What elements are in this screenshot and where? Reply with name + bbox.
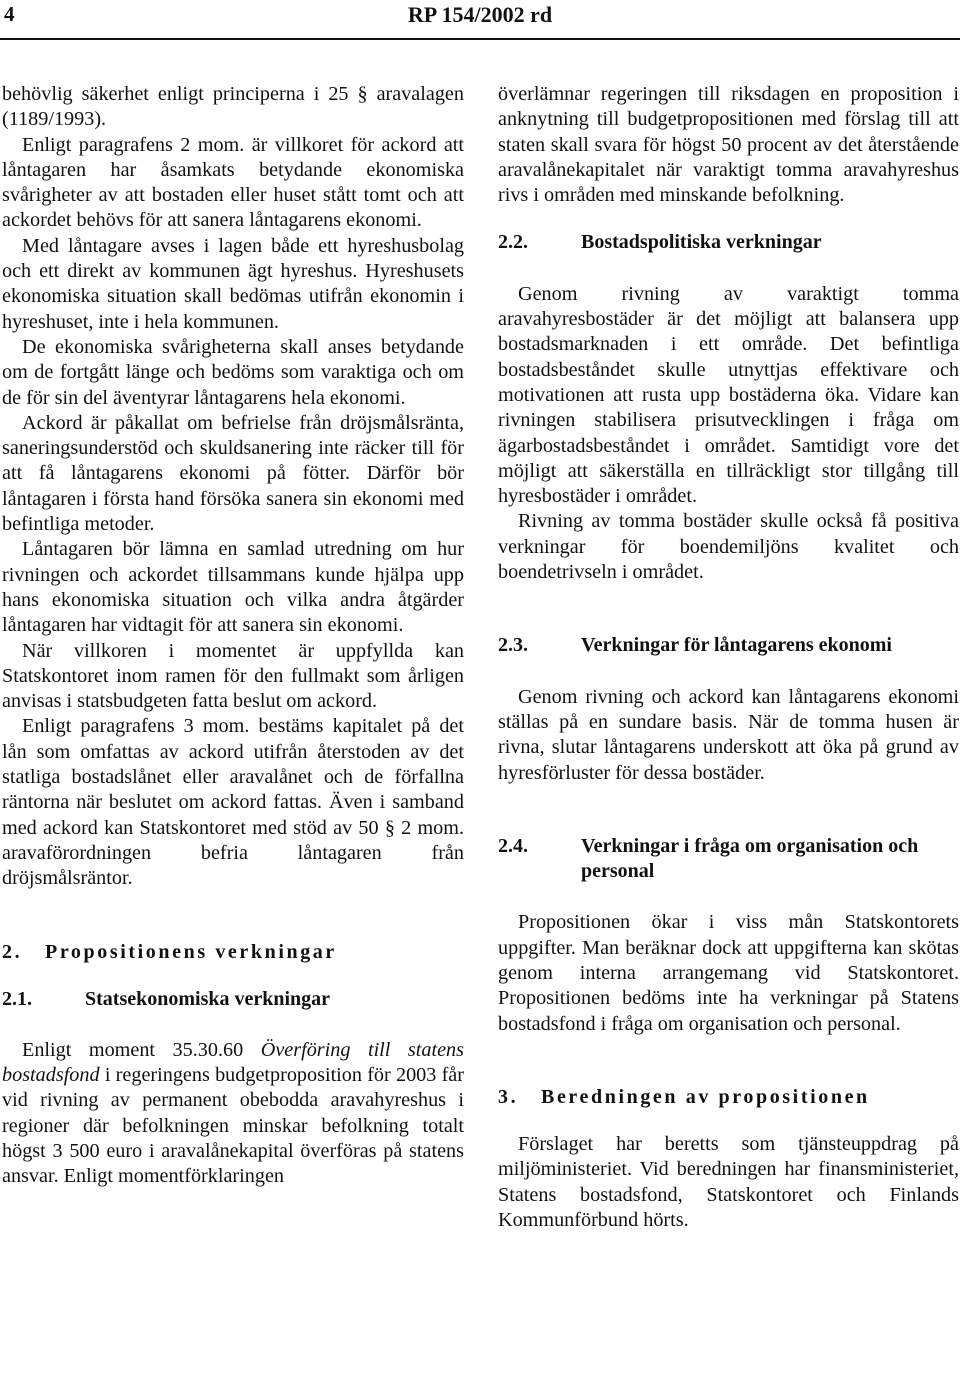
subsection-number: 2.3. bbox=[498, 634, 528, 657]
subsection-number: 2.4. bbox=[498, 834, 528, 857]
subsection-number: 2.2. bbox=[498, 231, 528, 254]
paragraph: De ekonomiska svårigheterna skall anses betydande om de fortgått länge och bedöms som varaktiga och om de för sin del äventyrar låntagarens hela ekonomi. bbox=[2, 335, 464, 409]
right-column bbox=[498, 82, 959, 1233]
subsection-heading bbox=[498, 633, 959, 658]
paragraph bbox=[2, 1038, 464, 1190]
italic-title: Överföring till statens bostadsfond bbox=[2, 1038, 464, 1087]
paragraph: behövlig säkerhet enligt principerna i 25 § aravalagen (1189/1993). bbox=[2, 83, 464, 131]
document-title: RP 154/2002 rd bbox=[407, 2, 553, 27]
subsection-title: Statsekonomiska verkningar bbox=[85, 987, 331, 1010]
subsection-title: Verkningar för låntagarens ekonomi bbox=[581, 634, 892, 657]
paragraph: Förslaget har beretts som tjänsteuppdrag på miljöministeriet. Vid beredningen har finansministeriet, Statens bostadsfond, Statskontoret och Finlands Kommunförbund hörts. bbox=[498, 1132, 959, 1231]
paragraph: Enligt paragrafens 2 mom. är villkoret för ackord att låntagaren har åsamkats betydande ekonomiska svårigheter av att bostaden eller huset stått tomt och att ackordet behövs för att sanera låntagarens ekonomi. bbox=[2, 133, 464, 232]
left-column bbox=[2, 82, 464, 1190]
page-number: 4 bbox=[4, 2, 15, 26]
header-rule bbox=[0, 38, 960, 40]
paragraph: överlämnar regeringen till riksdagen en proposition i anknytning till budgetpropositionen med förslag till att staten skall svara för högst 50 procent av det återstående aravalånekapitalet när varaktigt tomma aravahyreshus rivs i områden med minskande befolkning. bbox=[498, 83, 959, 207]
paragraph: Rivning av tomma bostäder skulle också få positiva verkningar för boendemiljöns kvalitet och boendetrivseln i området. bbox=[498, 510, 959, 584]
paragraph: Genom rivning och ackord kan låntagarens ekonomi ställas på en sundare basis. När de tomma husen är rivna, slutar låntagarens underskott att öka på grund av hyresförluster för dessa bostäder. bbox=[498, 685, 959, 784]
paragraph: Med låntagare avses i lagen både ett hyreshusbolag och ett direkt av kommunen ägt hyreshus. Hyreshusets ekonomiska situation skall bedömas utifrån ekonomin i hyreshuset, inte i hela kommunen. bbox=[2, 234, 464, 333]
subsection-heading bbox=[498, 230, 959, 255]
section-heading: 3. Beredningen av propositionen bbox=[498, 1085, 870, 1108]
paragraph: Låntagaren bör lämna en samlad utredning om hur rivningen och ackordet tillsammans kunde hjälpa upp hans ekonomiska situation och vilka andra åtgärder låntagaren har vidtagit för att sanera sin ekonomi. bbox=[2, 538, 464, 637]
text-run: Enligt moment 35.30.60 bbox=[22, 1038, 261, 1061]
paragraph: Propositionen ökar i viss mån Statskontorets uppgifter. Man beräknar dock att uppgifterna kan skötas genom interna arrangemang vid Statskontoret. Propositionen bedöms inte ha verkningar på Statens bostadsfond i fråga om organisation och personal. bbox=[498, 911, 959, 1035]
subsection-title: Verkningar i fråga om organisation och personal bbox=[581, 834, 919, 883]
page-header bbox=[0, 0, 960, 44]
section-heading: 2. Propositionens verkningar bbox=[2, 940, 337, 963]
paragraph: Genom rivning av varaktigt tomma aravahyresbostäder är det möjligt att balansera upp bostadsmarknaden i ett område. Det befintliga bostadsbeståndet skulle utnyttjas effektivare och motivationen att rusta upp bostäderna öka. Vidare kan rivningen stabilisera prisutvecklingen i fråga om ägarbostadsbeståndet i området. Samtidigt vore det möjligt att säkerställa en tillräckligt stor tillgång till hyresbostäder i området. bbox=[498, 282, 959, 508]
paragraph: När villkoren i momentet är uppfyllda kan Statskontoret inom ramen för den fullmakt som årligen anvisas i statsbudgeten fatta beslut om ackord. bbox=[2, 639, 464, 713]
subsection-title: Bostadspolitiska verkningar bbox=[581, 231, 822, 254]
subsection-heading bbox=[2, 987, 464, 1012]
text-run: i regeringens budgetproposition för 2003 får vid rivning av permanent obebodda aravahyreshus i regioner där befolkningen minskar befolkning totalt högst 3 500 euro i aravalånekapital överföras på statens ansvar. Enligt momentförklaringen bbox=[2, 1064, 464, 1188]
paragraph: Enligt paragrafens 3 mom. bestäms kapitalet på det lån som omfattas av ackord utifrån återstoden av det statliga bostadslånet eller aravalånet och de förfallna räntorna när beslutet om ackord fattas. Även i samband med ackord kan Statskontoret med stöd av 50 § 2 mom. aravaförordningen befria låntagaren från dröjsmålsräntor. bbox=[2, 715, 464, 890]
subsection-number: 2.1. bbox=[2, 987, 32, 1010]
paragraph: Ackord är påkallat om befrielse från dröjsmålsränta, saneringsunderstöd och skuldsanering inte räcker till för att få låntagarens ekonomi på fötter. Därför bör låntagaren i första hand försöka sanera sin ekonomi med befintliga metoder. bbox=[2, 411, 464, 536]
subsection-heading bbox=[498, 834, 959, 885]
